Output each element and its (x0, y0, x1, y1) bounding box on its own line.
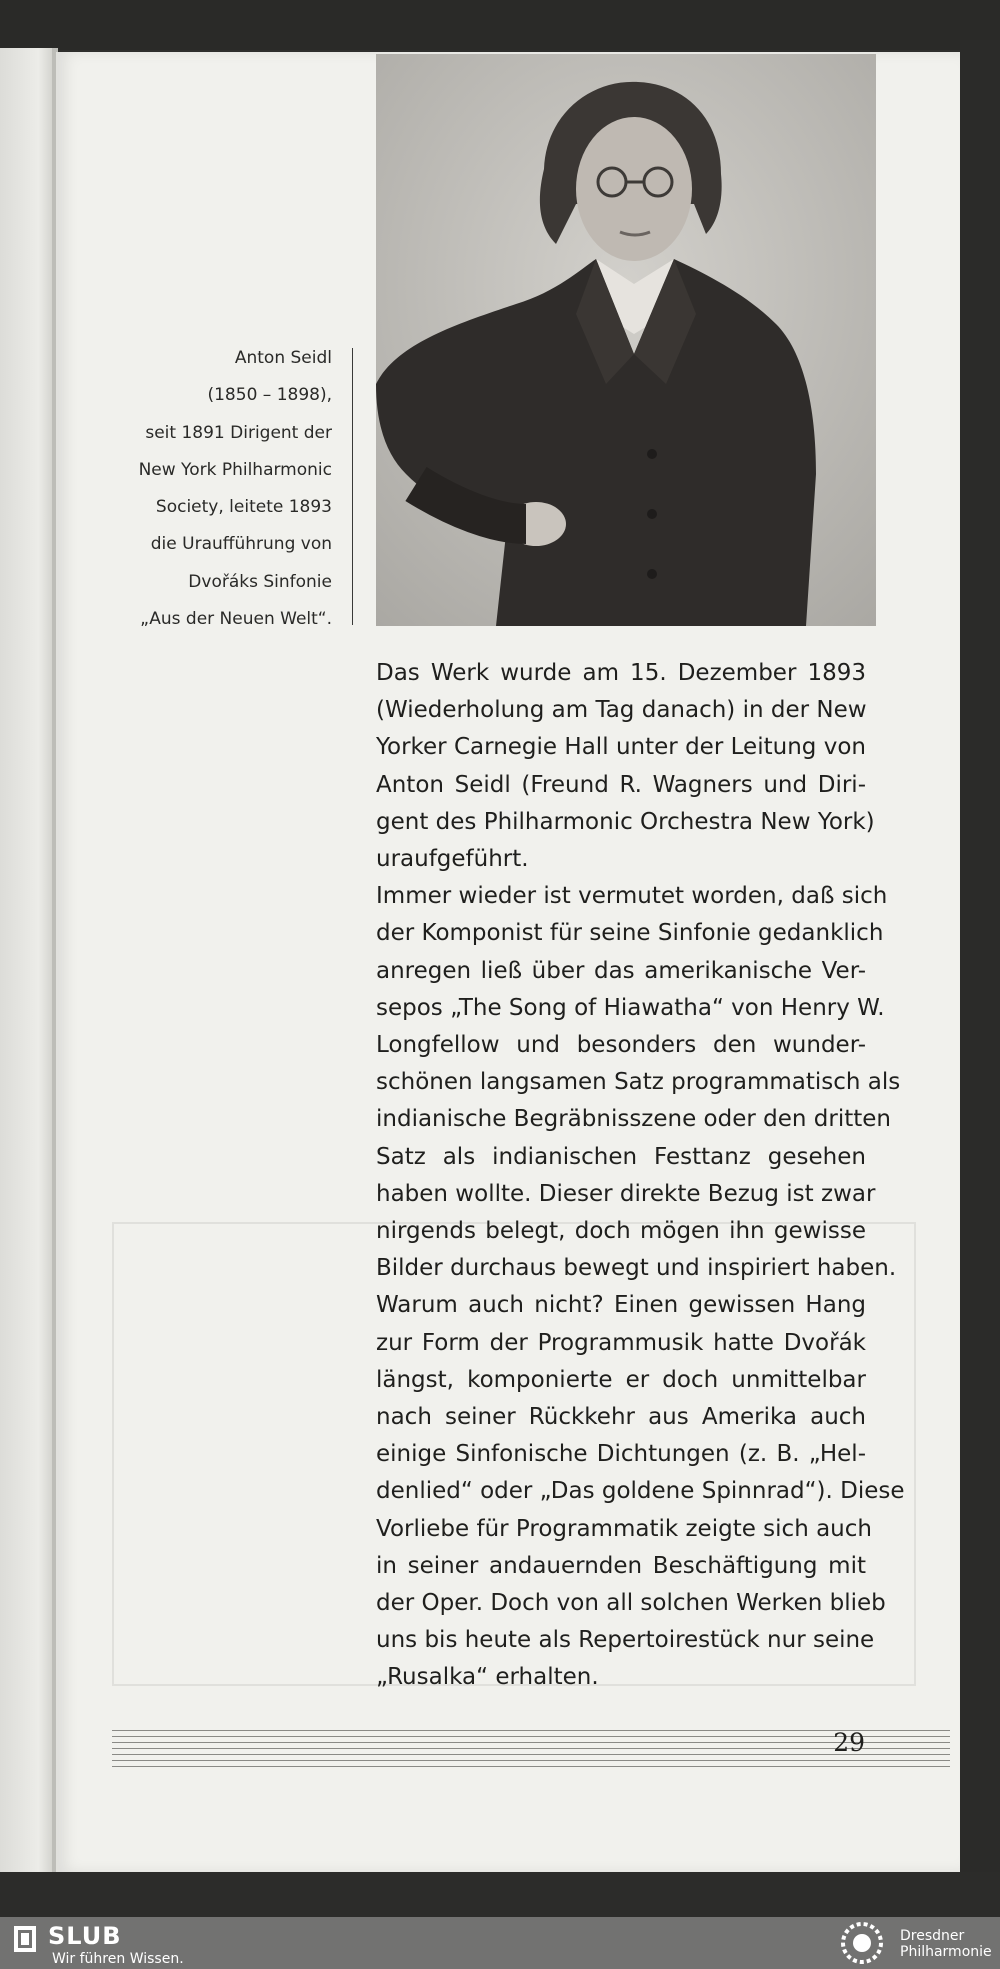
body-line: Longfellow und besonders den wunder- (376, 1032, 866, 1059)
caption-line: New York Philharmonic (138, 459, 332, 480)
body-line: der Komponist für seine Sinfonie gedanklich (376, 920, 884, 947)
body-line: nirgends belegt, doch mögen ihn gewisse (376, 1218, 866, 1245)
body-line: sepos „The Song of Hiawatha“ von Henry W. (376, 994, 885, 1021)
staff-line (112, 1766, 950, 1767)
page-number: 29 (833, 1728, 865, 1757)
body-line: Das Werk wurde am 15. Dezember 1893 (376, 660, 866, 686)
footer-bar (0, 1917, 1000, 1969)
body-line: einige Sinfonische Dichtungen (z. B. „Hel- (376, 1441, 866, 1468)
body-line: Yorker Carnegie Hall unter der Leitung von (376, 734, 866, 761)
body-line: uns bis heute als Repertoirestück nur seine (376, 1627, 875, 1654)
scan-background-bottom (0, 1872, 1000, 1917)
body-line: „Rusalka“ erhalten. (376, 1664, 599, 1691)
body-line: indianische Begräbnisszene oder den dritten (376, 1106, 891, 1133)
partner-name-line2: Philharmonie (900, 1944, 992, 1960)
body-line: in seiner andauernden Beschäftigung mit (376, 1552, 866, 1579)
body-line: nach seiner Rückkehr aus Amerika auch (376, 1404, 866, 1431)
body-line: Anton Seidl (Freund R. Wagners und Diri- (376, 771, 866, 798)
body-line: Warum auch nicht? Einen gewissen Hang (376, 1292, 866, 1319)
body-line: Bilder durchaus bewegt und inspiriert haben. (376, 1255, 897, 1282)
body-line: Immer wieder ist vermutet worden, daß sich (376, 883, 888, 910)
body-line: denlied“ oder „Das goldene Spinnrad“). Diese (376, 1478, 905, 1505)
caption-line: seit 1891 Dirigent der (145, 422, 332, 443)
library-name: SLUB (48, 1922, 122, 1950)
body-line: zur Form der Programmusik hatte Dvořák (376, 1329, 866, 1356)
scan-background-right (960, 40, 1000, 1890)
caption-line: „Aus der Neuen Welt“. (140, 609, 332, 630)
caption-line: Society, leitete 1893 (155, 497, 332, 518)
body-line: Vorliebe für Programmatik zeigte sich auch (376, 1515, 872, 1542)
body-line: uraufgeführt. (376, 846, 529, 873)
caption-line: (1850 – 1898), (207, 385, 332, 406)
partner-name-line1: Dresdner (900, 1928, 965, 1944)
library-tagline: Wir führen Wissen. (52, 1951, 184, 1967)
body-line: der Oper. Doch von all solchen Werken blieb (376, 1590, 886, 1617)
body-line: anregen ließ über das amerikanische Ver- (376, 957, 866, 984)
caption-divider (352, 348, 353, 625)
bleed-through-heading (130, 178, 144, 225)
staff-line (112, 1760, 950, 1761)
slub-logo-icon (14, 1926, 36, 1952)
portrait-illustration (376, 54, 876, 626)
body-line: schönen langsamen Satz programmatisch als (376, 1069, 901, 1096)
caption-line: die Uraufführung von (150, 534, 332, 555)
article-body (376, 655, 905, 1697)
caption-line: Dvořáks Sinfonie (188, 571, 332, 592)
facing-page-edge (0, 48, 55, 1878)
body-line: längst, komponierte er doch unmittelbar (376, 1366, 866, 1393)
body-line: haben wollte. Dieser direkte Bezug ist zwar (376, 1180, 876, 1207)
partner-name (900, 1928, 992, 1960)
scan-background-top (0, 0, 1000, 50)
body-line: gent des Philharmonic Orchestra New York) (376, 808, 875, 835)
body-line: (Wiederholung am Tag danach) in der New (376, 697, 867, 724)
caption-line: Anton Seidl (234, 348, 332, 368)
body-line: Satz als indianischen Festtanz gesehen (376, 1143, 866, 1170)
philharmonie-logo-icon (838, 1921, 886, 1965)
photo-caption (110, 340, 332, 638)
portrait-photo (376, 54, 876, 626)
